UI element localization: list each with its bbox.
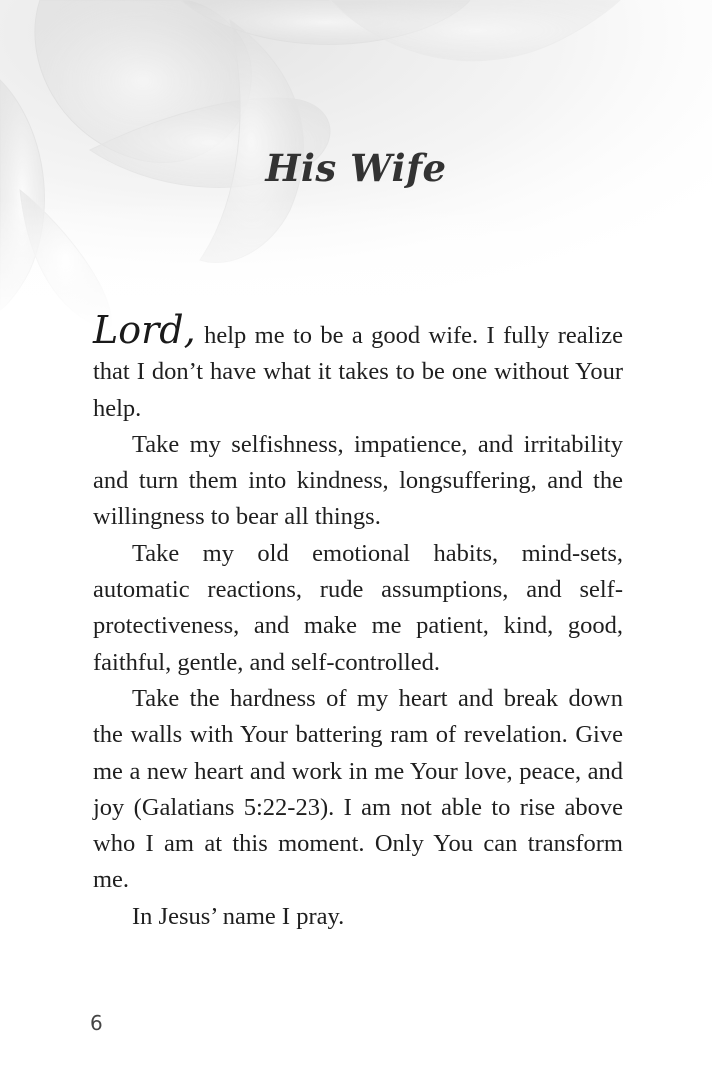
paragraph-text: help me to be a good wife. I fully realize that I don’t have what it takes to be one without Your help. [93, 322, 624, 422]
page-number: 6 [90, 1011, 103, 1035]
lead-word: Lord, [93, 308, 196, 352]
prayer-paragraph: Take my old emotional habits, mind-sets, automatic reactions, rude assumptions, and self-protectiveness, and make me patient, kind, good, faithful, gentle, and self-controlled. [93, 539, 623, 676]
prayer-paragraph: Take the hardness of my heart and break down the walls with Your battering ram of revelation. Give me a new heart and work in me Your love, peace, and joy (Galatians 5:22-23). I am not able to rise above who I am at this moment. Only You can transform me. [93, 684, 623, 894]
prayer-paragraph: In Jesus’ name I pray. [132, 902, 345, 930]
prayer-paragraph: Take my selfishness, impatience, and irritability and turn them into kindness, longsuffering, and the willingness to bear all things. [93, 430, 623, 531]
prayer-body [93, 308, 624, 935]
page-title: His Wife [265, 146, 447, 190]
prayer-paragraph [93, 308, 624, 427]
